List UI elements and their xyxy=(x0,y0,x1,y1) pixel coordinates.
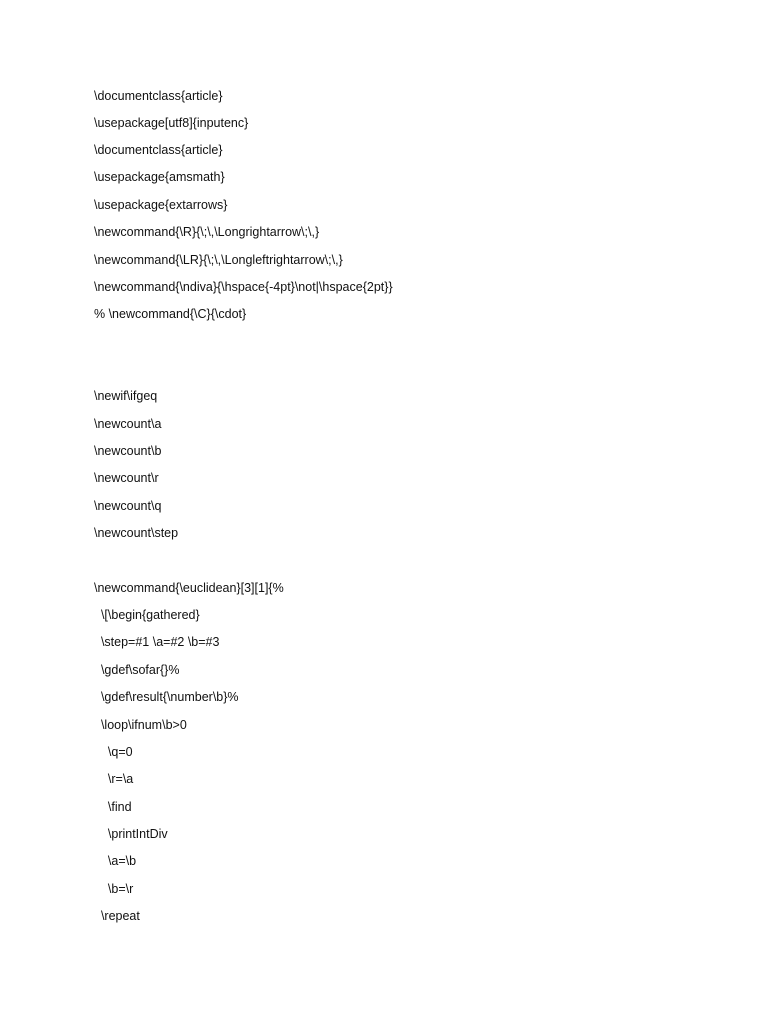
code-line-usepackage-extarrows: \usepackage{extarrows} xyxy=(94,198,228,212)
code-line-q-zero: \q=0 xyxy=(94,745,133,759)
code-line-newcount-b: \newcount\b xyxy=(94,444,162,458)
code-line-r-assign: \r=\a xyxy=(94,772,134,786)
code-line-newcommand-lr: \newcommand{\LR}{\;\,\Longleftrightarrow\;\,} xyxy=(94,253,343,267)
code-line-newcount-a: \newcount\a xyxy=(94,417,162,431)
code-line-newcount-q: \newcount\q xyxy=(94,499,162,513)
code-line-usepackage-inputenc: \usepackage[utf8]{inputenc} xyxy=(94,116,249,130)
code-line-b-assign: \b=\r xyxy=(94,882,134,896)
code-line-find: \find xyxy=(94,800,132,814)
code-line-gdef-sofar: \gdef\sofar{}% xyxy=(94,663,180,677)
code-line-a-assign: \a=\b xyxy=(94,854,137,868)
code-line-repeat: \repeat xyxy=(94,909,140,923)
code-line-newcount-step: \newcount\step xyxy=(94,526,179,540)
code-line-newcommand-euclidean: \newcommand{\euclidean}[3][1]{% xyxy=(94,581,284,595)
code-line-begin-gathered: \[\begin{gathered} xyxy=(94,608,200,622)
code-line-comment-cdot: % \newcommand{\C}{\cdot} xyxy=(94,307,247,321)
code-line-documentclass: \documentclass{article} xyxy=(94,89,223,103)
code-line-usepackage-amsmath: \usepackage{amsmath} xyxy=(94,170,225,184)
code-line-gdef-result: \gdef\result{\number\b}% xyxy=(94,690,239,704)
code-line-newif: \newif\ifgeq xyxy=(94,389,158,403)
code-line-newcount-r: \newcount\r xyxy=(94,471,159,485)
code-line-loop: \loop\ifnum\b>0 xyxy=(94,718,187,732)
code-line-documentclass-repeat: \documentclass{article} xyxy=(94,143,223,157)
code-line-newcommand-r: \newcommand{\R}{\;\,\Longrightarrow\;\,} xyxy=(94,225,320,239)
code-line-printintdiv: \printIntDiv xyxy=(94,827,168,841)
code-line-step-assign: \step=#1 \a=#2 \b=#3 xyxy=(94,635,220,649)
code-line-newcommand-ndiva: \newcommand{\ndiva}{\hspace{-4pt}\not|\hspace{2pt}} xyxy=(94,280,393,294)
